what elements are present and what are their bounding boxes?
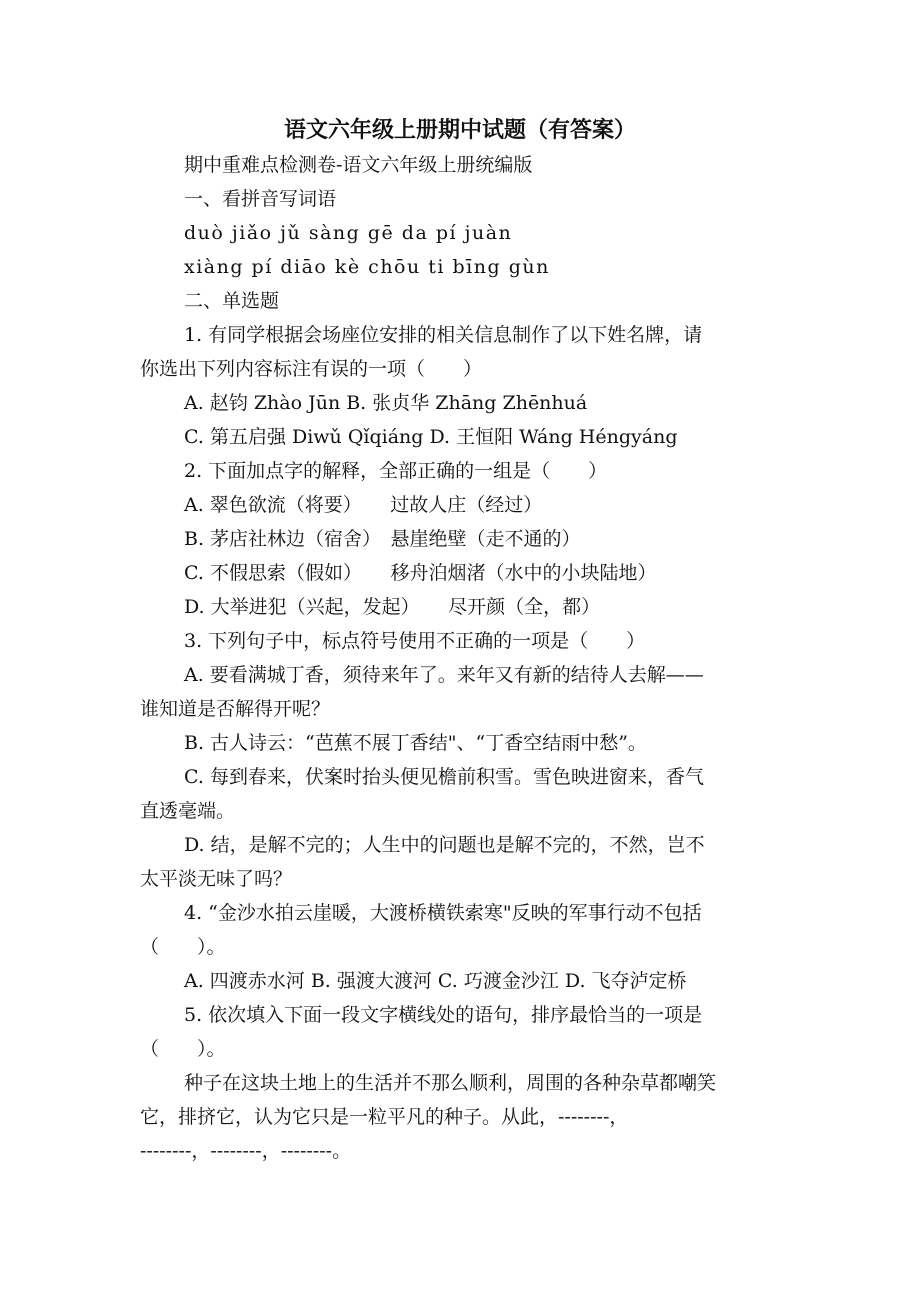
question-text: 4. “金沙水拍云崖暖，大渡桥横铁索寒"反映的军事行动不包括 (184, 902, 702, 924)
answer-option: C. 第五启强 Diwǔ Qǐqiáng D. 王恒阳 Wáng Héngyáng (184, 426, 678, 448)
passage-text: --------，--------，--------。 (140, 1140, 352, 1162)
passage-text: 它，排挤它，认为它只是一粒平凡的种子。从此，--------， (140, 1106, 629, 1128)
passage-text: 种子在这块土地上的生活并不那么顺利，周围的各种杂草都嘲笑 (184, 1072, 717, 1094)
section-heading: 一、看拼音写词语 (184, 188, 337, 210)
answer-option: D. 结，是解不完的；人生中的问题也是解不完的，不然，岂不 (184, 834, 705, 856)
answer-option: C. 每到春来，伏案时抬头便见檐前积雪。雪色映进窗来，香气 (184, 766, 704, 788)
answer-option: 谁知道是否解得开呢？ (140, 698, 331, 720)
question-text: （ ）。 (140, 936, 226, 958)
section-heading: 二、单选题 (184, 290, 280, 312)
answer-option: A. 要看满城丁香，须待来年了。来年又有新的结待人去解—— (184, 664, 704, 686)
question-text: 5. 依次填入下面一段文字横线处的语句，排序最恰当的一项是 (184, 1004, 703, 1026)
answer-option: B. 茅店社林边（宿舍） 悬崖绝壁（走不通的） (184, 528, 581, 550)
subtitle: 期中重难点检测卷-语文六年级上册统编版 (184, 154, 533, 176)
answer-option: A. 四渡赤水河 B. 强渡大渡河 C. 巧渡金沙江 D. 飞夺泸定桥 (184, 970, 687, 992)
answer-option: D. 大举进犯（兴起，发起） 尽开颜（全，都） (184, 596, 601, 618)
question-text: 1. 有同学根据会场座位安排的相关信息制作了以下姓名牌，请 (184, 324, 703, 346)
pinyin-line: xiàng pí diāo kè chōu ti bīng gùn (184, 256, 550, 278)
pinyin-line: duò jiǎo jǔ sàng gē da pí juàn (184, 222, 513, 244)
question-text: 你选出下列内容标注有误的一项（ ） (140, 358, 483, 380)
answer-option: 太平淡无味了吗？ (140, 868, 293, 890)
question-text: 3. 下列句子中，标点符号使用不正确的一项是（ ） (184, 630, 646, 652)
answer-option: A. 翠色欲流（将要） 过故人庄（经过） (184, 494, 543, 516)
question-text: （ ）。 (140, 1038, 226, 1060)
document-title: 语文六年级上册期中试题（有答案） (283, 118, 636, 143)
answer-option: B. 古人诗云：“芭蕉不展丁香结"、“丁香空结雨中愁”。 (184, 732, 647, 754)
answer-option: C. 不假思索（假如） 移舟泊烟渚（水中的小块陆地） (184, 562, 657, 584)
answer-option: A. 赵钧 Zhào Jūn B. 张贞华 Zhāng Zhēnhuá (184, 392, 588, 414)
question-text: 2. 下面加点字的解释，全部正确的一组是（ ） (184, 460, 608, 482)
answer-option: 直透毫端。 (140, 800, 236, 822)
